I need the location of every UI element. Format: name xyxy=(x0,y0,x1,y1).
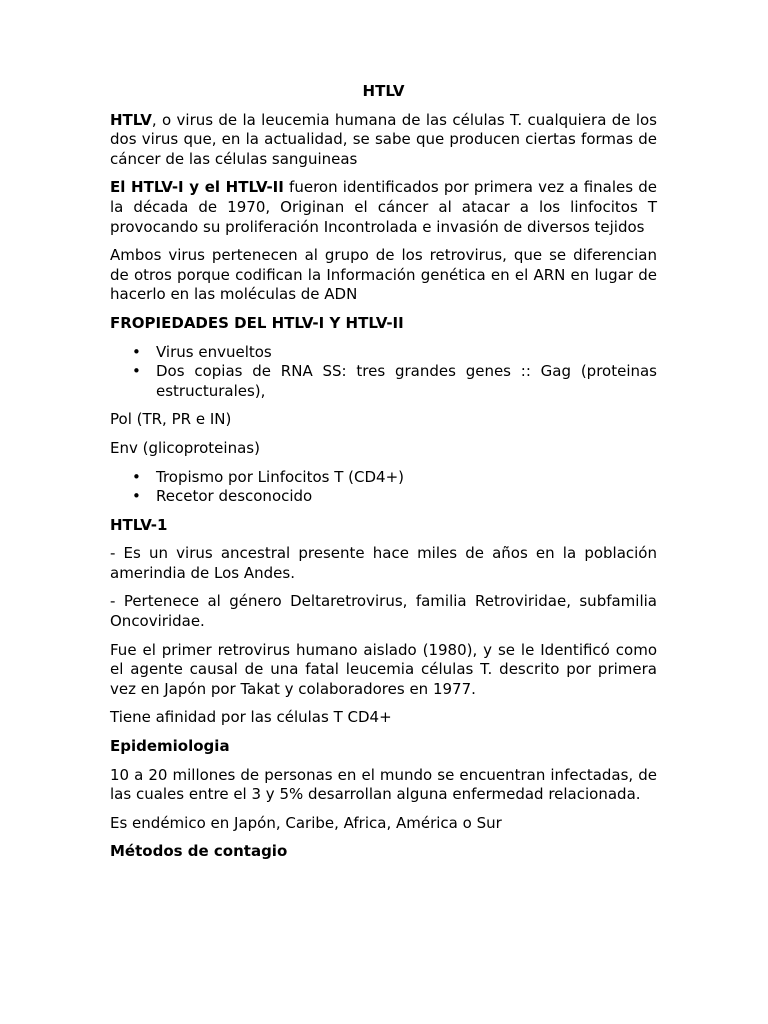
intro-text: , o virus de la leucemia humana de las células T. cualquiera de los dos virus que, en la actualidad, se sabe que producen ciertas formas de cáncer de las células sanguineas xyxy=(110,110,657,168)
htlv1-paragraph-3: Fue el primer retrovirus humano aislado (1980), y se le Identificó como el agente causal de una fatal leucemia células T. descrito por primera vez en Japón por Takat y colaboradores en 1977. xyxy=(110,640,657,698)
pol-line: Pol (TR, PR e IN) xyxy=(110,410,232,429)
properties-heading: FROPIEDADES DEL HTLV-I Y HTLV-II xyxy=(110,313,404,332)
properties-list-2 xyxy=(110,468,657,507)
epidemiology-heading: Epidemiologia xyxy=(110,737,230,756)
htlv1-paragraph-2: - Pertenece al género Deltaretrovirus, familia Retroviridae, subfamilia Oncoviridae. xyxy=(110,592,657,631)
list-item: • Dos copias de RNA SS: tres grandes genes :: Gag (proteinas estructurales), xyxy=(156,362,657,401)
intro-paragraph xyxy=(110,111,657,170)
htlv1-paragraph-4: Tiene afinidad por las células T CD4+ xyxy=(110,708,392,727)
properties-list-1 xyxy=(110,343,657,402)
document-title: HTLV xyxy=(362,82,405,100)
identified-bold-term: El HTLV-I y el HTLV-II xyxy=(110,178,284,197)
list-item: • Recetor desconocido xyxy=(156,487,657,507)
intro-bold-term: HTLV xyxy=(110,110,152,129)
htlv1-paragraph-1: - Es un virus ancestral presente hace miles de años en la población amerindia de Los Andes. xyxy=(110,544,657,582)
list-item: • Tropismo por Linfocitos T (CD4+) xyxy=(156,468,657,488)
identified-paragraph xyxy=(110,178,657,237)
htlv1-heading: HTLV-1 xyxy=(110,515,168,534)
document-page xyxy=(110,82,657,871)
contagion-heading: Métodos de contagio xyxy=(110,842,288,861)
epidemiology-paragraph-1: 10 a 20 millones de personas en el mundo se encuentran infectadas, de las cuales entre el 3 y 5% desarrollan alguna enfermedad relacionada. xyxy=(110,765,657,804)
epidemiology-paragraph-2: Es endémico en Japón, Caribe, Africa, América o Sur xyxy=(110,813,502,832)
list-item: • Virus envueltos xyxy=(156,343,657,363)
identified-text: fueron identificados por primera vez a finales de la década de 1970, Originan el cáncer al atacar a los linfocitos T provocando su proliferación Incontrolada e invasión de diversos tejidos xyxy=(110,178,658,236)
env-line: Env (glicoproteinas) xyxy=(110,438,260,457)
retrovirus-paragraph: Ambos virus pertenecen al grupo de los retrovirus, que se diferencian de otros porque codifican la Información genética en el ARN en lugar de hacerlo en las moléculas de ADN xyxy=(110,246,657,304)
